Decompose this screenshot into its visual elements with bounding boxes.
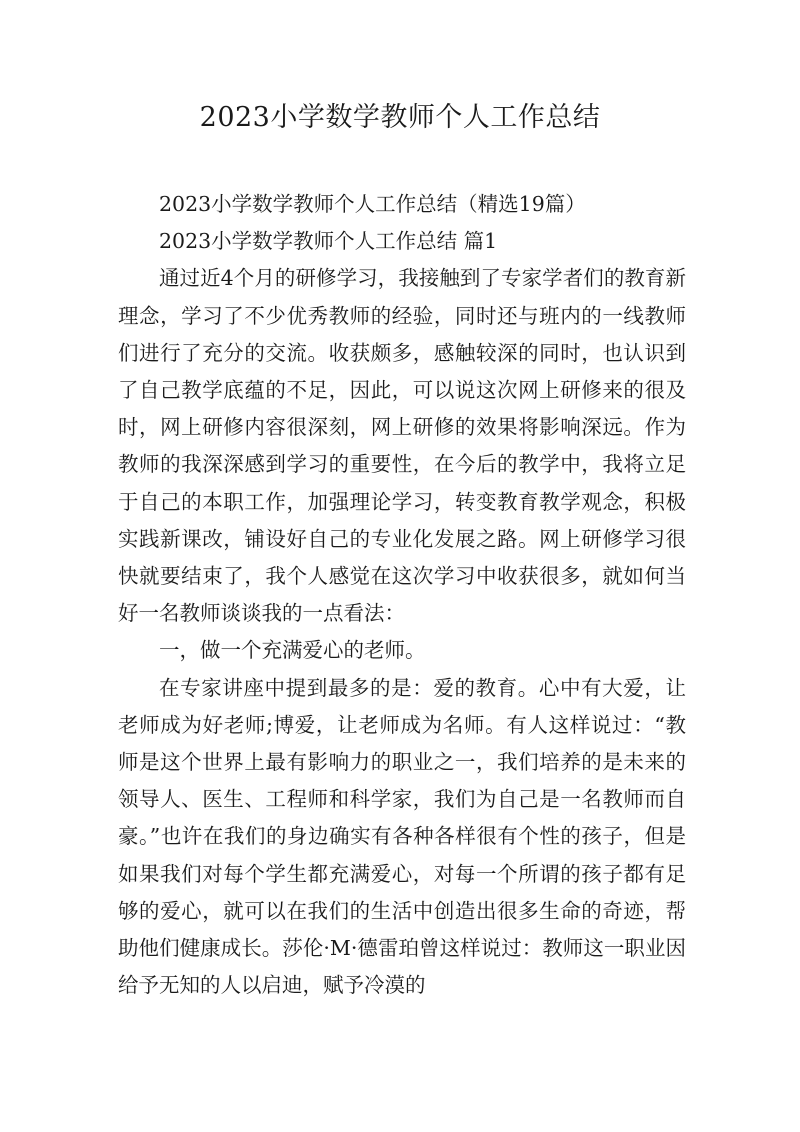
document-subtitle: 2023小学数学教师个人工作总结（精选19篇） xyxy=(159,192,586,216)
document-title: 2023小学数学教师个人工作总结 xyxy=(199,102,601,133)
document-body xyxy=(118,186,686,1004)
paragraph: 通过近4个月的研修学习，我接触到了专家学者们的教育新理念，学习了不少优秀教师的经验，同时还与班内的一线教师们进行了充分的交流。收获颇多，感触较深的同时，也认识到了自己教学底蕴的不足，因此，可以说这次网上研修来的很及时，网上研修内容很深刻，网上研修的效果将影响深远。作为教师的我深深感到学习的重要性，在今后的教学中，我将立足于自己的本职工作，加强理论学习，转变教育教学观念，积极实践新课改，铺设好自己的专业化发展之路。网上研修学习很快就要结束了，我个人感觉在这次学习中收获很多，就如何当好一名教师谈谈我的一点看法： xyxy=(118,266,686,626)
paragraph: 在专家讲座中提到最多的是：爱的教育。心中有大爱，让老师成为好老师;博爱，让老师成为名师。有人这样说过：“教师是这个世界上最有影响力的职业之一，我们培养的是未来的领导人、医生、工程师和科学家，我们为自己是一名教师而自豪。”也许在我们的身边确实有各种各样很有个性的孩子，但是如果我们对每个学生都充满爱心，对每一个所谓的孩子都有足够的爱心，就可以在我们的生活中创造出很多生命的奇迹，帮助他们健康成长。莎伦·M·德雷珀曾这样说过：教师这一职业因给予无知的人以启迪，赋予冷漠的 xyxy=(118,675,686,998)
point-heading: 一，做一个充满爱心的老师。 xyxy=(159,638,426,663)
section-heading: 2023小学数学教师个人工作总结 篇1 xyxy=(159,229,498,254)
